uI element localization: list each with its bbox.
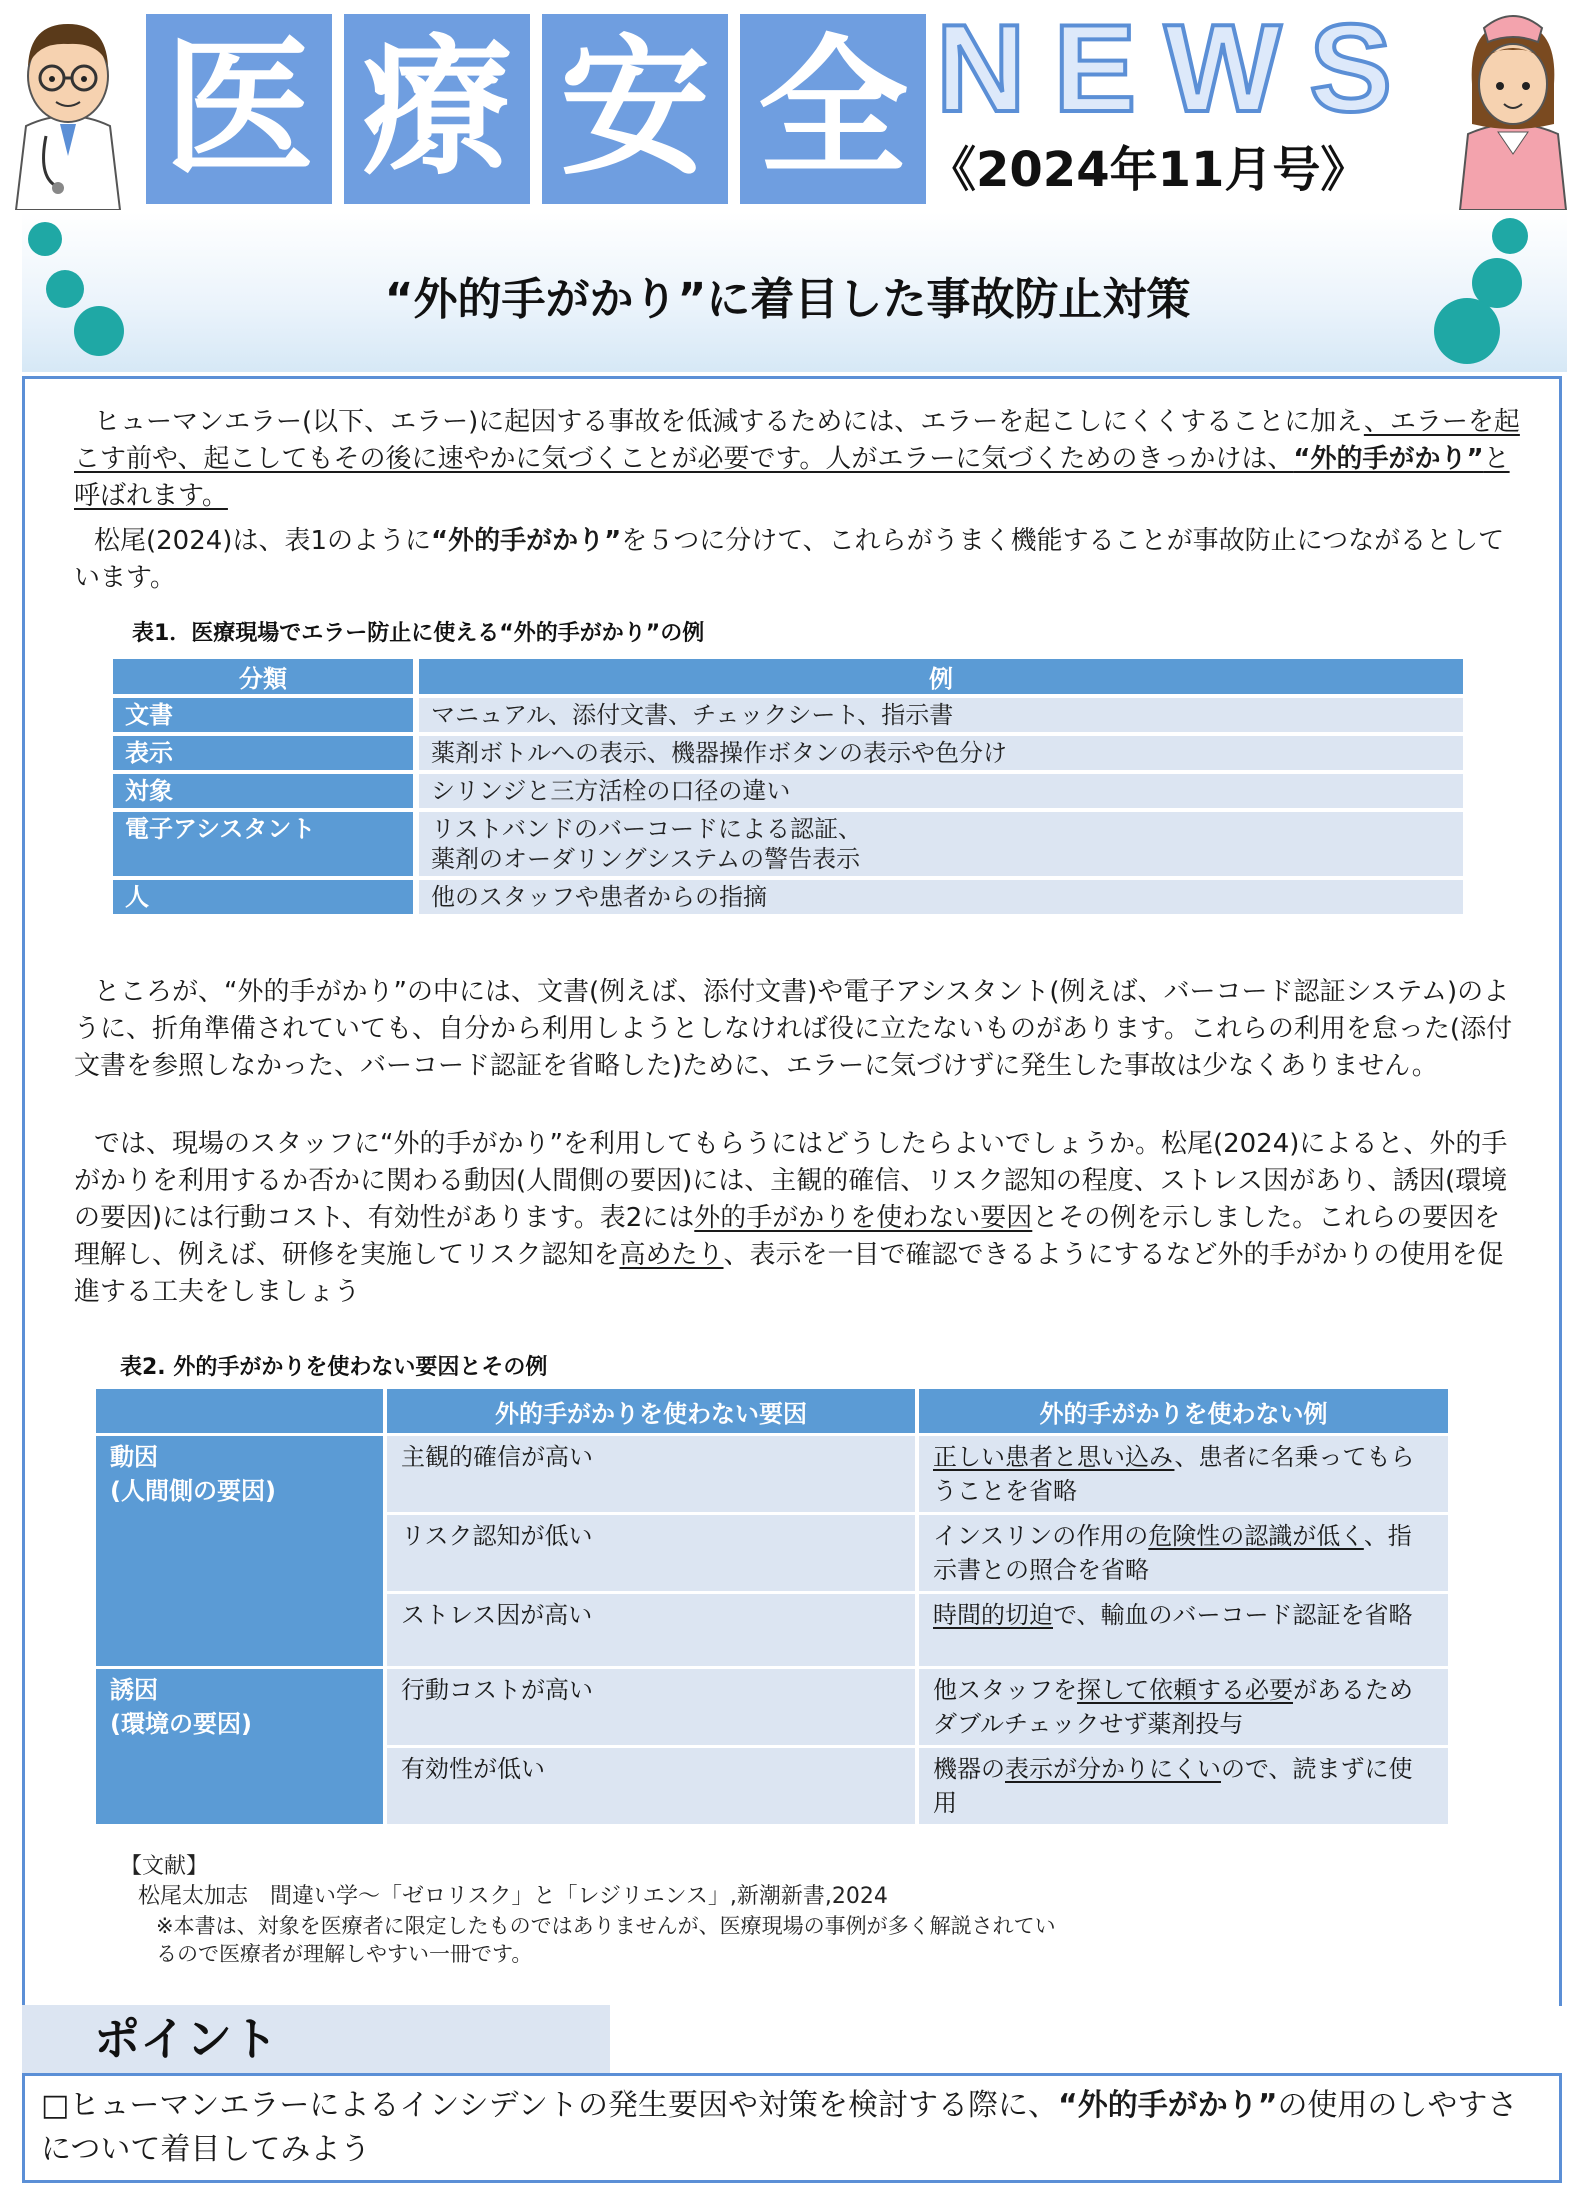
table2-header-factor: 外的手がかりを使わない要因 [383,1389,915,1433]
table2-factor: 行動コストが高い [383,1669,915,1745]
table2-group-incentive [96,1669,383,1824]
header-kanji-1: 医 [146,14,332,204]
table1-example: マニュアル、添付文書、チェックシート、指示書 [413,698,1463,732]
table1-example-line: リストバンドのバーコードによる認証、 [431,815,863,843]
point-box: □ヒューマンエラーによるインシデントの発生要因や対策を検討する際に、“外的手がかり”の使用のしやすさについて着目してみよう [22,2073,1562,2183]
table2-factor: リスク認知が低い [383,1515,915,1591]
references [120,1852,1056,1968]
table2-group-motive [96,1436,383,1666]
doctor-illustration [8,6,128,210]
references-heading: 【文献】 [120,1854,209,1879]
table-row [96,1436,1448,1512]
table1-example: シリンジと三方活栓の口径の違い [413,774,1463,808]
nurse-illustration [1454,4,1572,210]
table1-caption: 表1．医療現場でエラー防止に使える“外的手がかり”の例 [132,621,705,646]
issue-date: 《2024年11月号》 [928,142,1369,198]
table1-category: 文書 [113,698,413,732]
header-kanji-2: 療 [344,14,530,204]
point-heading: ポイント [22,2005,610,2073]
table1-example [413,812,1463,876]
body-paragraph-1: ところが、“外的手がかり”の中には、文書(例えば、添付文書)や電子アシスタント(例えば、バーコード認証システム)のように、折角準備されていても、自分から利用しようとしなければ役に立たないものがあります。これらの利用を怠った(添付文書を参照しなかった、バーコード認証を省略した)ために、エラーに気づけずに発生した事故は少なくありません。 [74,977,1513,1081]
table-row [113,698,1463,732]
table2-header-row [96,1389,1448,1433]
table2-example: 時間的切迫で、輸血のバーコード認証を省略 [915,1594,1448,1666]
table2-factor: 有効性が低い [383,1748,915,1824]
table-row [96,1669,1448,1745]
table1-category: 対象 [113,774,413,808]
table2-factor: 主観的確信が高い [383,1436,915,1512]
intro-paragraph-2: 松尾(2024)は、表1のように“外的手がかり”を５つに分けて、これらがうまく機能することが事故防止につながるとしています。 [74,526,1505,593]
table1-example: 他のスタッフや患者からの指摘 [413,880,1463,914]
table1-category: 表示 [113,736,413,770]
news-title: NEWS [936,0,1420,138]
decor-dot [28,222,62,256]
group-sublabel: (人間側の要因) [110,1477,276,1505]
table-row [113,736,1463,770]
decor-dot [1492,218,1528,254]
table2-factor: ストレス因が高い [383,1594,915,1666]
header-kanji-4: 全 [740,14,926,204]
table1-example: 薬剤ボトルへの表示、機器操作ボタンの表示や色分け [413,736,1463,770]
table2-header-blank [96,1389,383,1433]
table2-example: 他スタッフを探して依頼する必要があるためダブルチェックせず薬剤投与 [915,1669,1448,1745]
references-note: るので医療者が理解しやすい一冊です。 [156,1942,533,1966]
table1-category: 電子アシスタント [113,812,413,876]
table1-example-line: 薬剤のオーダリングシステムの警告表示 [431,845,861,873]
table1 [113,655,1463,918]
table2-header-example: 外的手がかりを使わない例 [915,1389,1448,1433]
table2-example: 機器の表示が分かりにくいので、読まずに使用 [915,1748,1448,1824]
references-note: ※本書は、対象を医療者に限定したものではありませんが、医療現場の事例が多く解説されてい [156,1914,1056,1938]
group-label: 誘因 [110,1676,158,1704]
table2-example: 正しい患者と思い込み、患者に名乗ってもらうことを省略 [915,1436,1448,1512]
table1-header-row [113,659,1463,694]
article-title: “外的手がかり”に着目した事故防止対策 [384,274,1191,325]
table2 [96,1386,1448,1827]
table-row [113,880,1463,914]
table1-category: 人 [113,880,413,914]
table-row [113,774,1463,808]
table1-header-example: 例 [413,659,1463,694]
body-paragraph-2: では、現場のスタッフに“外的手がかり”を利用してもらうにはどうしたらよいでしょうか。松尾(2024)によると、外的手がかりを利用するか否かに関わる動因(人間側の要因)には、主観的確信、リスク認知の程度、ストレス因があり、誘因(環境の要因)には行動コスト、有効性があります。表2には外的手がかりを使わない要因とその例を示しました。これらの要因を理解し、例えば、研修を実施してリスク認知を高めたり、表示を一目で確認できるようにするなど外的手がかりの使用を促進する工夫をしましょう [74,1129,1508,1307]
header-kanji-3: 安 [542,14,728,204]
table-row [113,812,1463,876]
table2-example: インスリンの作用の危険性の認識が低く、指示書との照合を省略 [915,1515,1448,1591]
intro-paragraph-1: ヒューマンエラー(以下、エラー)に起因する事故を低減するためには、エラーを起こしにくくすることに加え、エラーを起こす前や、起こしてもその後に速やかに気づくことが必要です。人がエラーに気づくためのきっかけは、“外的手がかり”と呼ばれます。 [74,407,1520,511]
group-sublabel: (環境の要因) [110,1710,252,1738]
references-citation: 松尾太加志 間違い学～「ゼロリスク」と「レジリエンス」,新潮新書,2024 [138,1884,888,1909]
group-label: 動因 [110,1443,158,1471]
table1-header-category: 分類 [113,659,413,694]
table2-caption: 表2. 外的手がかりを使わない要因とその例 [120,1355,548,1380]
